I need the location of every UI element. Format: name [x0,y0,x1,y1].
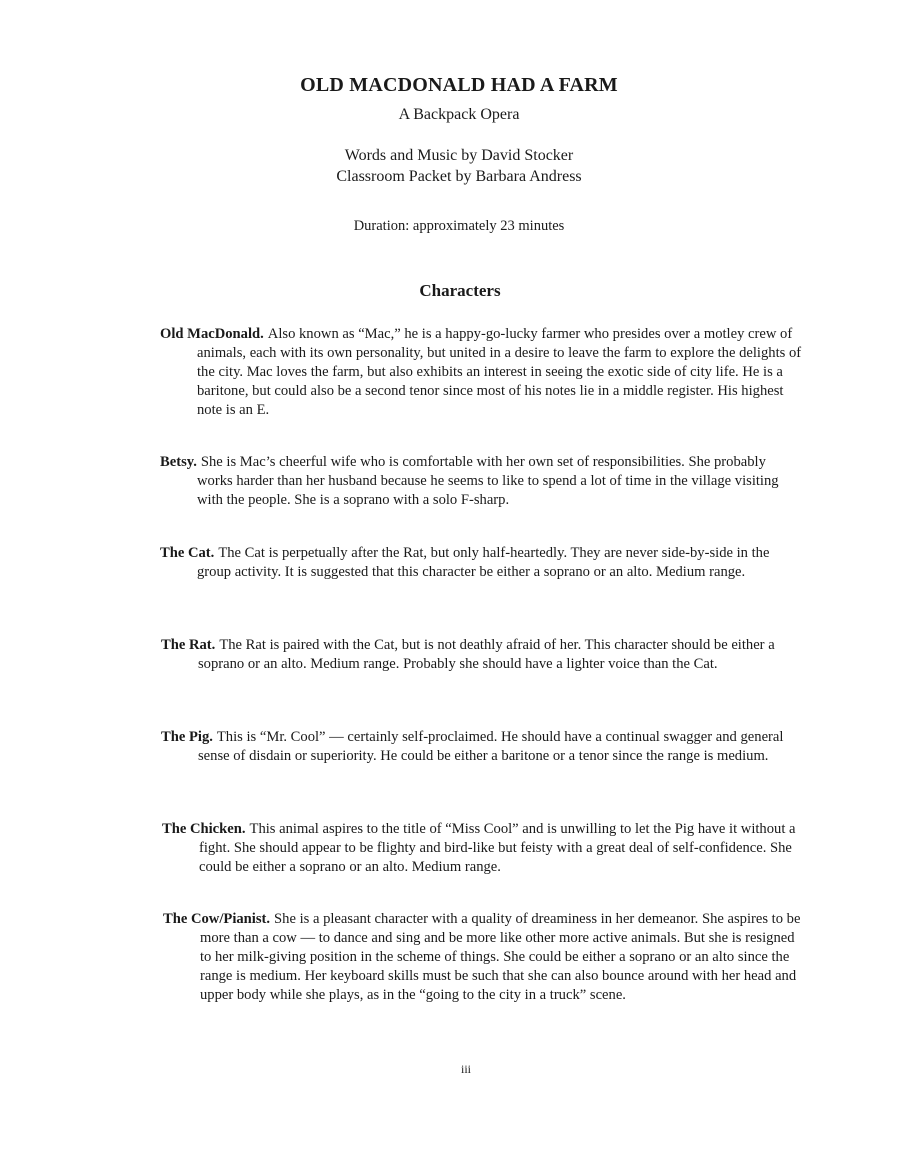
page-number: iii [460,1062,471,1076]
character-entry-cow-pianist [163,910,806,1005]
character-name: The Pig. [161,729,213,745]
character-name: Betsy. [160,454,197,470]
duration-text: Duration: approximately 23 minutes [353,218,565,234]
document-title: OLD MACDONALD HAD A FARM [300,74,618,96]
credits-block [0,145,900,187]
character-entry-cat [160,544,803,582]
character-entry-betsy [160,453,803,510]
character-description: The Cat is perpetually after the Rat, but only half-heartedly. They are never side-by-side in the group activity. It is suggested that this character be either a soprano or an alto. Medium range. [197,545,770,580]
document-subtitle: A Backpack Opera [398,106,520,123]
character-description: She is a pleasant character with a quality of dreaminess in her demeanor. She aspires to be more than a cow — to dance and sing and be more like other more active animals. But she is resigned to her milk-giving position in the scheme of things. She could be either a soprano or an alto since the range is medium. Her keyboard skills must be such that she can also bounce around with her head and upper body while she plays, as in the “going to the city in a truck” scene. [200,911,801,1003]
character-name: The Rat. [161,637,216,653]
character-name: The Cat. [160,545,215,561]
character-description: This animal aspires to the title of “Miss Cool” and is unwilling to let the Pig have it without a fight. She should appear to be flighty and bird-like but feisty with a great deal of self-confidence. She could be either a soprano or an alto. Medium range. [199,821,796,875]
character-entry-rat [161,636,803,674]
character-entry-chicken [162,820,805,877]
character-name: Old MacDonald. [160,326,264,342]
character-entry-old-macdonald [160,325,803,420]
credit-packet: Classroom Packet by Barbara Andress [336,168,582,185]
characters-heading: Characters [419,281,501,300]
character-entry-pig [161,728,803,766]
character-description: Also known as “Mac,” he is a happy-go-lucky farmer who presides over a motley crew of animals, each with its own personality, but united in a desire to leave the farm to explore the delights of the city. Mac loves the farm, but also exhibits an interest in seeing the exotic side of city life. He is a baritone, but could also be a second tenor since most of his notes lie in a middle register. His highest note is an E. [197,326,802,418]
character-description: She is Mac’s cheerful wife who is comfortable with her own set of responsibilities. She probably works harder than her husband because he seems to like to spend a lot of time in the village visiting with the people. She is a soprano with a solo F-sharp. [197,454,779,508]
character-description: The Rat is paired with the Cat, but is not deathly afraid of her. This character should be either a soprano or an alto. Medium range. Probably she should have a lighter voice than the Cat. [198,637,775,672]
character-name: The Chicken. [162,821,246,837]
character-name: The Cow/Pianist. [163,911,271,927]
credit-words-music: Words and Music by David Stocker [344,147,574,164]
character-description: This is “Mr. Cool” — certainly self-proclaimed. He should have a continual swagger and general sense of disdain or superiority. He could be either a baritone or a tenor since the range is medium. [198,729,784,764]
